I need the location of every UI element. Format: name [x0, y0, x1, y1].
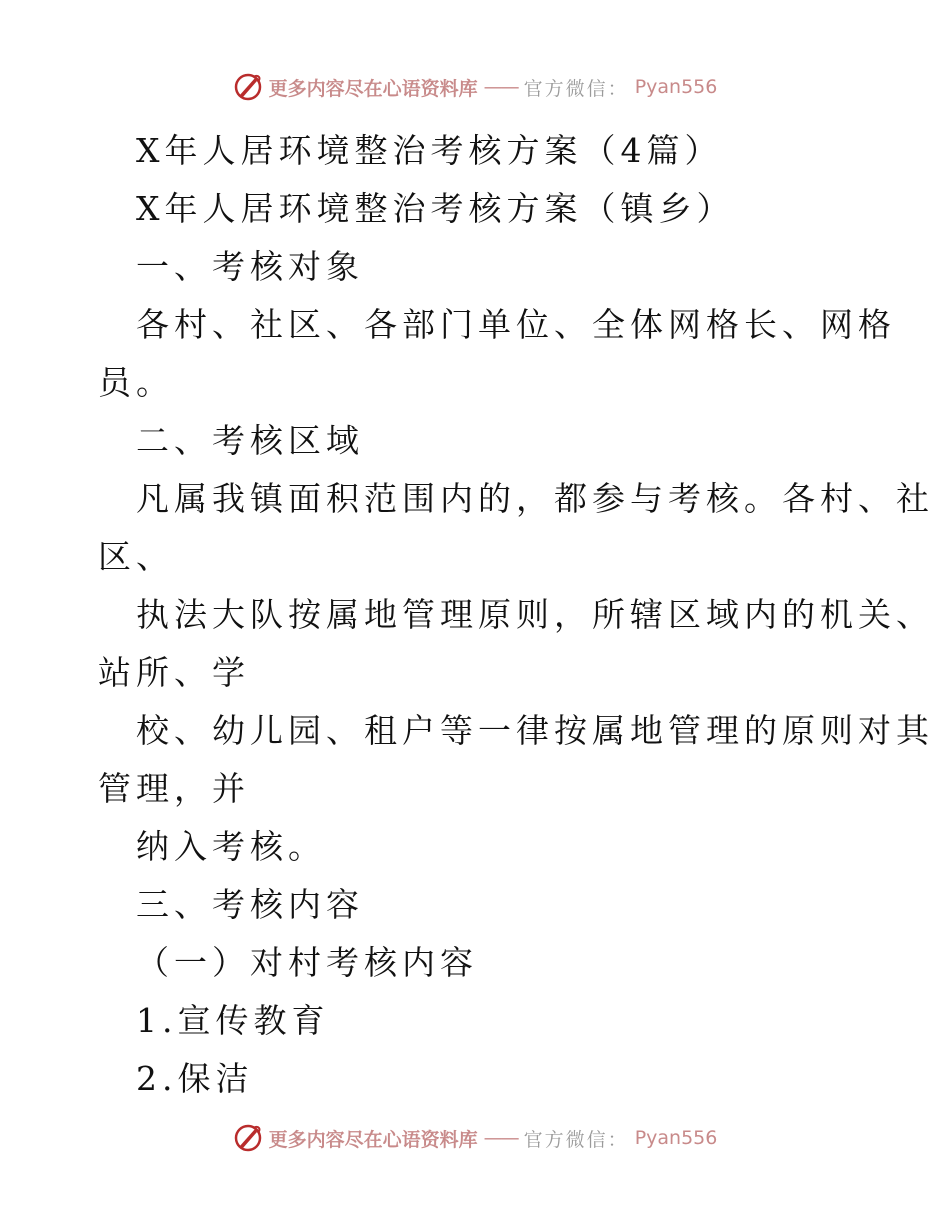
document-body	[98, 122, 934, 1108]
paragraph-line: 站所、学	[98, 653, 250, 692]
header-official-label: 官方微信：	[523, 77, 629, 100]
quill-logo-icon	[233, 1123, 263, 1153]
header-dash: ——	[483, 76, 518, 98]
doc-title: X年人居环境整治考核方案（4篇）	[136, 131, 723, 170]
header-banner	[0, 72, 950, 102]
paragraph-line: 校、幼儿园、租户等一律按属地管理的原则对其	[136, 711, 934, 750]
list-item: 1.宣传教育	[136, 1001, 330, 1040]
header-wechat-id: Pyan556	[634, 76, 718, 98]
section-heading: 一、考核对象	[136, 247, 364, 286]
footer-promo-text: 更多内容尽在心语资料库	[268, 1128, 478, 1151]
paragraph-line: 执法大队按属地管理原则，所辖区域内的机关、	[136, 595, 934, 634]
paragraph-line: 各村、社区、各部门单位、全体网格长、网格	[136, 305, 896, 344]
paragraph-line: 区、	[98, 537, 174, 576]
paragraph-line: 凡属我镇面积范围内的，都参与考核。各村、社	[136, 479, 934, 518]
doc-subtitle: X年人居环境整治考核方案（镇乡）	[136, 189, 735, 228]
paragraph-line: 纳入考核。	[136, 827, 326, 866]
footer-dash: ——	[483, 1127, 518, 1149]
paragraph-line: 管理，并	[98, 769, 250, 808]
footer-banner	[0, 1123, 950, 1153]
footer-official-label: 官方微信：	[523, 1128, 629, 1151]
footer-wechat-id: Pyan556	[634, 1127, 718, 1149]
section-heading: 三、考核内容	[136, 885, 364, 924]
paragraph-line: 员。	[98, 363, 174, 402]
subsection-heading: （一）对村考核内容	[136, 943, 478, 982]
quill-logo-icon	[233, 72, 263, 102]
header-promo-text: 更多内容尽在心语资料库	[268, 77, 478, 100]
section-heading: 二、考核区域	[136, 421, 364, 460]
list-item: 2.保洁	[136, 1059, 254, 1098]
